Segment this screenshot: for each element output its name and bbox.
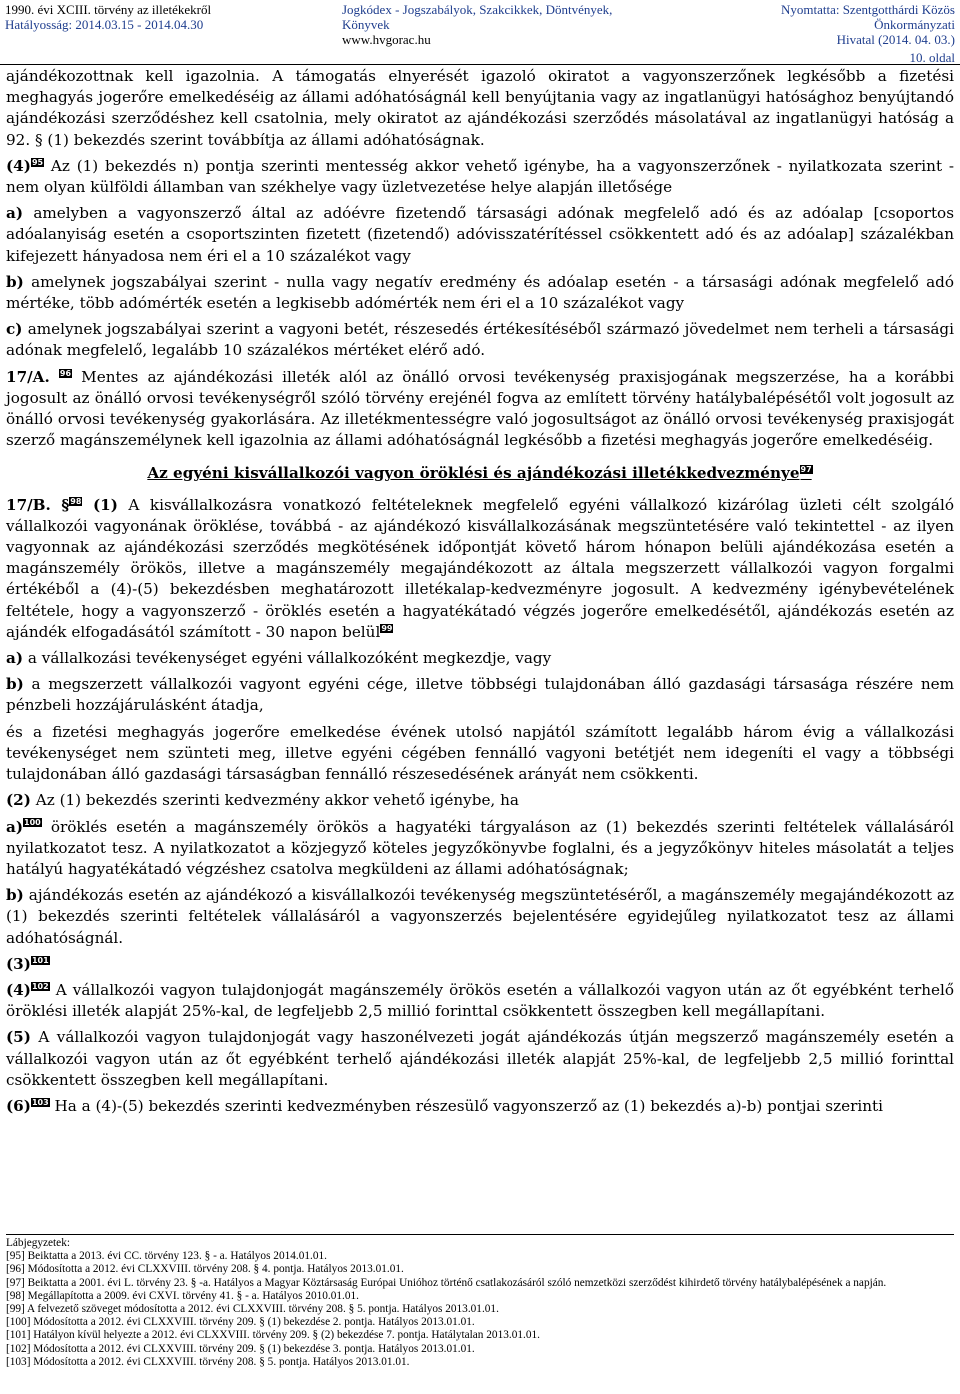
footnote-ref[interactable]: 101 — [31, 955, 49, 965]
header-right — [710, 2, 955, 47]
paragraph-number: (2) — [6, 791, 31, 810]
point-b — [6, 272, 954, 314]
paragraph-text: Az (1) bekezdés n) pontja szerinti mentesség akkor vehető igénybe, ha a vagyonszerzőnek - nyilatkozata szerint - nem olyan külföldi államban van székhelye vagy üzletvezetése helye alapján illetősége — [6, 156, 954, 197]
validity-period: Hatályosság: 2014.03.15 - 2014.04.30 — [5, 17, 204, 32]
point-label: c) — [6, 320, 23, 339]
footnotes-heading: Lábjegyzetek: — [6, 1237, 70, 1249]
footnote-item: [98] Megállapította a 2009. évi CXVI. törvény 41. § - a. Hatályos 2010.01.01. — [6, 1289, 359, 1302]
point-label: b) — [6, 886, 24, 905]
footnote-item: [103] Módosította a 2012. évi CLXXVIII. törvény 208. § 5. pontja. Hatályos 2013.01.01. — [6, 1355, 410, 1368]
point-c — [6, 319, 954, 361]
paragraph-text: Az (1) bekezdés szerinti kedvezmény akkor vehető igénybe, ha — [30, 791, 519, 810]
publisher-url[interactable]: www.hvgorac.hu — [342, 32, 431, 47]
footnote-ref[interactable]: 100 — [24, 818, 41, 828]
paragraph-text: A vállalkozói vagyon tulajdonjogát magánszemély örökös esetén a vállalkozói vagyon után az őt egyébként terhelő öröklési illeték alapját 25%-kal, de legfeljebb 2,5 millió forinttal csökkentett összegben kell megállapítani. — [6, 980, 954, 1021]
page-number: 10. oldal — [909, 50, 955, 65]
page-header — [0, 0, 960, 66]
section-heading — [6, 463, 954, 484]
paragraph-number: (6) — [6, 1096, 31, 1115]
footnote-item: [95] Beiktatta a 2013. évi CC. törvény 123. § - a. Hatályos 2014.01.01. — [6, 1250, 327, 1263]
point-text: a megszerzett vállalkozói vagyont egyéni cége, illetve többségi tulajdonában álló gazdasági társasága részére nem pénzbeli hozzájárulásként átadja, — [6, 675, 954, 715]
paragraph-tail: és a fizetési meghagyás jogerőre emelkedése évének utolsó napjától számított legalább három évig a vállalkozási tevékenységet nem szünteti meg, illetve egyéni cégében fennálló vagyoni betétjét nem idegeníti el vagy a többségi tulajdonában álló gazdasági társaságban fennálló részesedésének arányát nem csökkenti. — [6, 722, 954, 784]
footnote-ref[interactable]: 97 — [800, 465, 812, 475]
point-label: a) — [6, 204, 24, 223]
paragraph-4 — [6, 156, 954, 198]
section-text: Mentes az ajándékozási illeték alól az önálló orvosi tevékenység praxisjogának megszerzése, ha a korábbi jogosult az önálló orvosi tevékenységről szóló törvény erejénél fogva az említett törvény hatálybalépésétől volt jogosult az önálló orvosi tevékenység gyakorlására. Az illetékmentességre való jogosultságot az önálló orvosi tevékenység praxisjogát szerző magánszemélynek kell igazolnia az állami adóhatóságnál legkésőbb a fizetési meghagyás jogerőre emelkedéséig. — [6, 367, 954, 450]
paragraph-3 — [6, 954, 954, 975]
document-body — [6, 66, 954, 1117]
header-divider — [0, 64, 960, 65]
footnotes — [6, 1234, 954, 1369]
point-b — [6, 885, 954, 949]
point-a — [6, 203, 954, 267]
footnote-ref[interactable]: 102 — [31, 981, 49, 991]
point-a — [6, 817, 954, 881]
point-text: a vállalkozási tevékenységet egyéni vállalkozóként megkezdje, vagy — [23, 649, 552, 668]
section-17a — [6, 367, 954, 452]
point-text: amelyben a vagyonszerző által az adóévre fizetendő társasági adónak megfelelő adó és az adóalap [csoportos adóalanyiság esetén a csoportszinten fizetett (fizetendő) adóvisszatérítéssel csökkentett adó és az adóalap] százalékban kifejezett hányadosa nem éri el a 10 százalékot vagy — [6, 204, 954, 265]
paragraph-6 — [6, 1096, 954, 1117]
footnote-item: [97] Beiktatta a 2001. évi L. törvény 23. § -a. Hatályos a Magyar Köztársaság Európai Unióhoz történő csatlakozásáról szóló nemzetközi szerződést kihirdető törvény hatálybalépésének a napján. — [6, 1276, 887, 1289]
paragraph-4b — [6, 980, 954, 1022]
header-center — [342, 2, 642, 47]
paragraph-continuation: ajándékozottnak kell igazolnia. A támogatás elnyerését igazoló okiratot a vagyonszerzőnek legkésőbb a fizetési meghagyás jogerőre emelkedéséig az állami adóhatóságnál kell benyújtania vagy az ingatlanügyi hatósághoz benyújtandó ajándékozási szerződéshez kell csatolnia, mely okiratot az ajándékozási szerződés másolatával az ingatlanügyi hatóság a 92. § (1) bekezdés szerint továbbítja az állami adóhatóságnak. — [6, 67, 954, 149]
point-text: öröklés esetén a magánszemély örökös a hagyatéki tárgyaláson az (1) bekezdés szerinti feltételek vállalásáról nyilatkozatot tesz. A nyilatkozatot a közjegyző köteles jegyzőkönyvbe foglalni, és a jegyzőkönyv hiteles másolatát a teljes hatályú hagyatékátadó végzéshez csatolva megküldeni az állami adóhatóságnak; — [6, 817, 954, 878]
footnote-ref[interactable]: 95 — [31, 157, 44, 167]
point-label: b) — [6, 272, 24, 291]
header-left — [5, 2, 211, 32]
paragraph-number: (4) — [6, 156, 31, 175]
footnote-item: [99] A felvezető szöveget módosította a 2012. évi CLXXVIII. törvény 208. § 5. pontja. Hatályos 2013.01.01. — [6, 1303, 499, 1316]
paragraph-text: A vállalkozói vagyon tulajdonjogát vagy haszonélvezeti jogát ajándékozás útján megszerző magánszemély esetén a vállalkozói vagyon után az őt egyébként terhelő ajándékozási illeték alapját 25%-kal, de legfeljebb 2,5 millió forinttal csökkentett összegben kell megállapítani. — [6, 1028, 954, 1089]
footnote-ref[interactable]: 103 — [31, 1097, 49, 1107]
point-b — [6, 674, 954, 716]
section-17b — [6, 495, 954, 643]
paragraph-2 — [6, 790, 954, 811]
paragraph-text: Ha a (4)-(5) bekezdés szerinti kedvezményben részesülő vagyonszerző az (1) bekezdés a)-b) pontjai szerinti — [49, 1096, 883, 1115]
footnote-ref[interactable]: 98 — [70, 496, 82, 506]
paragraph-number: (4) — [6, 980, 31, 999]
paragraph-number: (1) — [92, 495, 118, 514]
section-number: 17/A. — [6, 367, 50, 386]
point-a — [6, 648, 954, 669]
section-mark: § — [61, 495, 70, 514]
paragraph-number: (3) — [6, 954, 31, 973]
section-number: 17/B. — [6, 495, 51, 514]
section-heading-text: Az egyéni kisvállalkozói vagyon öröklési és ajándékozási illetékkedvezménye — [147, 464, 800, 483]
point-text: ajándékozás esetén az ajándékozó a kisvállalkozói tevékenység megszüntetéséről, a magánszemély megajándékozott az (1) bekezdés szerinti feltételek vállalásáról a vagyonszerzés bejelentésére egyidejűleg nyilatkozatot tesz az állami adóhatóságnál. — [6, 886, 954, 947]
footnote-item: [102] Módosította a 2012. évi CLXXVIII. törvény 209. § (1) bekezdése 3. pontja. Hatályos 2013.01.01. — [6, 1342, 475, 1355]
footnote-ref[interactable]: 96 — [59, 368, 72, 378]
paragraph-number: (5) — [6, 1028, 31, 1047]
publisher-line-1: Jogkódex - Jogszabályok, Szakcikkek, Döntvények, — [342, 2, 613, 17]
point-label: a) — [6, 649, 24, 668]
point-text: amelynek jogszabályai szerint - nulla vagy negatív eredmény és adóalap esetén - a társasági adónak megfelelő adó mértéke, több adómérték esetén a legkisebb adómérték nem éri el a 10 százalékot vagy — [6, 272, 954, 313]
footnote-item: [101] Hatályon kívül helyezte a 2012. évi CLXXVIII. törvény 209. § (2) bekezdése 7. pontja. Hatálytalan 2013.01.01. — [6, 1329, 540, 1342]
law-title: 1990. évi XCIII. törvény az illetékekről — [5, 2, 212, 17]
publisher-line-2: Könyvek — [342, 17, 390, 32]
point-text: amelynek jogszabályai szerint a vagyoni betét, részesedés értékesítéséből származó jövedelmet nem terheli a társasági adónak megfelelő, legalább 10 százalékos mértéket elérő adó. — [6, 320, 954, 360]
paragraph-5 — [6, 1027, 954, 1091]
footnote-item: [100] Módosította a 2012. évi CLXXVIII. törvény 209. § (1) bekezdése 2. pontja. Hatályos 2013.01.01. — [6, 1316, 475, 1329]
printed-by-line-2: Hivatal (2014. 04. 03.) — [836, 32, 955, 47]
section-text: A kisvállalkozásra vonatkozó feltételeknek megfelelő egyéni vállalkozó kizárólag üzleti célt szolgáló vállalkozói vagyonának öröklése, továbbá - az ajándékozó kisvállalkozásának megszüntetésére való tekintettel - az ilyen vagyonnak az ajándékozási szerződés megkötésének időpontját követő három hónapon belüli ajándékozása esetén a magánszemély örökös, illetve a magánszemély megajándékozott az általa megszerzett vállalkozói vagyon forgalmi értékéből a (4)-(5) bekezdésben meghatározott illetékalap-kedvezményre jogosult. A kedvezmény igénybevételének feltétele, hogy a vagyonszerző - öröklés esetén a hagyatékátadó végzés jogerőre emelkedésétől, ajándékozás esetén az ajándék elfogadásától számított - 30 napon belül — [6, 495, 954, 641]
point-label: b) — [6, 675, 24, 694]
footnote-ref[interactable]: 99 — [381, 623, 393, 633]
printed-by-line-1: Nyomtatta: Szentgotthárdi Közös Önkormányzati — [780, 2, 955, 32]
footnote-divider — [6, 1234, 954, 1235]
footnote-item: [96] Módosította a 2012. évi CLXXVIII. törvény 208. § 4. pontja. Hatályos 2013.01.01. — [6, 1263, 404, 1276]
point-label: a) — [6, 817, 24, 836]
